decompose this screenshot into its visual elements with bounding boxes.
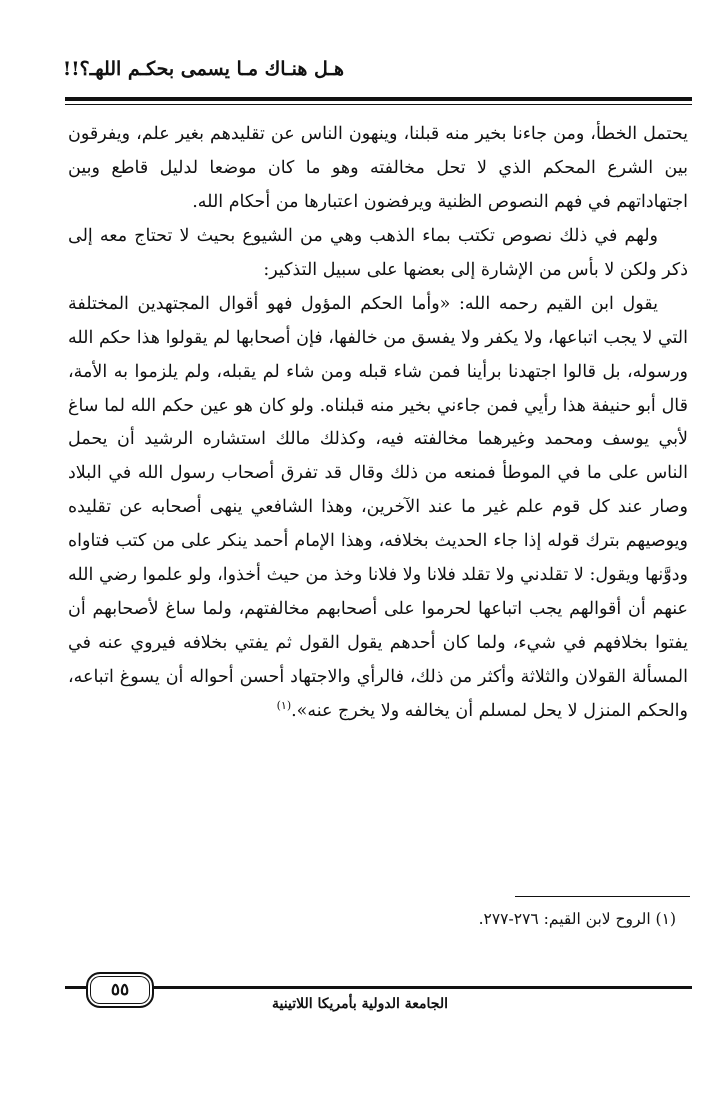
page-number-badge — [86, 972, 154, 1008]
footer-institution: الجامعة الدولية بأمريكا اللاتينية — [272, 996, 448, 1012]
body-text — [68, 118, 688, 729]
paragraph: يحتمل الخطأ، ومن جاءنا بخير منه قبلنا، وينهون الناس عن تقليدهم بغير علم، ويفرقون بين الشرع المحكم الذي لا تحل مخالفته وهو ما كان موضعا لدليل قاطع وبين اجتهاداتهم في فهم النصوص الظنية ويرفضون اعتبارها من أحكام الله. — [68, 124, 688, 212]
footnote-separator — [515, 896, 690, 897]
page-number: ٥٥ — [110, 980, 130, 1000]
footnote: (١) الروح لابن القيم: ٢٧٦-٢٧٧. — [478, 910, 676, 928]
footnote-marker: (١) — [276, 699, 292, 713]
header-rule-thin — [65, 104, 692, 105]
header-rule — [65, 97, 692, 101]
paragraph-quote — [68, 288, 688, 729]
running-header-title: هـل هنـاك مـا يسمى بحكـم اللهـ؟!! — [62, 58, 344, 80]
footer-rule — [65, 986, 692, 989]
paragraph: ولهم في ذلك نصوص تكتب بماء الذهب وهي من الشيوع بحيث لا تحتاج معه إلى ذكر ولكن لا بأس من الإشارة إلى بعضها على سبيل التذكير: — [68, 225, 688, 280]
quote-text: يقول ابن القيم رحمه الله: «وأما الحكم المؤول فهو أقوال المجتهدين المختلفة التي لا يجب اتباعها، ولا يكفر ولا يفسق من خالفها، فإن أصحابها لم يقولوا هذا حكم الله ورسوله، بل قالوا اجتهدنا برأينا فمن شاء قبله ومن شاء لم يقبله، ولم يلزموا به الأمة، قال أبو حنيفة هذا رأيي فمن جاءني بخير منه قبلناه. ولو كان هو عين حكم الله لما ساغ لأبي يوسف ومحمد وغيرهما مخالفته فيه، وكذلك مالك استشاره الرشيد أن يحمل الناس على ما في الموطأ فمنعه من ذلك وقال قد تفرق أصحاب رسول الله في البلاد وصار عند كل قوم علم غير ما عند الآخرين، وهذا الشافعي ينهى أصحابه عن تقليده ويوصيهم بترك قوله إذا جاء الحديث بخلافه، وهذا الإمام أحمد ينكر على من كتب فتاواه ودوَّنها ويقول: لا تقلدني ولا تقلد فلانا ولا فلانا وخذ من حيث أخذوا، ولو علموا رضي الله عنهم أن أقوالهم يجب اتباعها لحرموا على أصحابهم مخالفتهم، ولما ساغ لأصحابهم أن يفتوا بخلافهم في شيء، ولما كان أحدهم يقول القول ثم يفتي بخلافه فيروي عنه في المسألة القولان والثلاثة وأكثر من ذلك، فالرأي والاجتهاد أحسن أحواله أن يسوغ اتباعه، والحكم المنزل لا يحل لمسلم أن يخالفه ولا يخرج عنه». — [68, 293, 688, 721]
